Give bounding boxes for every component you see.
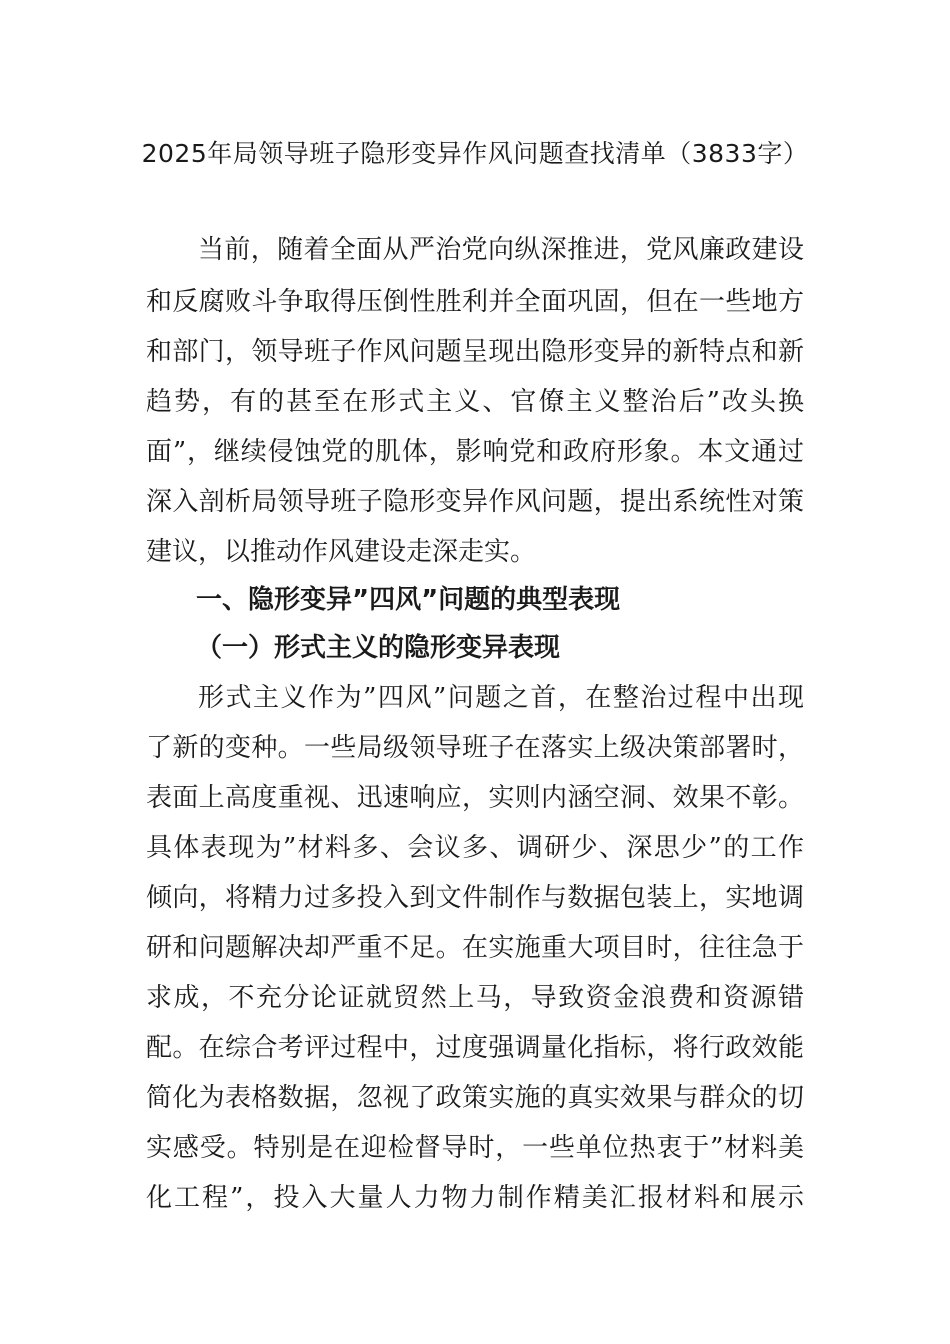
paragraph-line: 倾向，将精力过多投入到文件制作与数据包装上，实地调 xyxy=(146,883,804,913)
paragraph-line: 配。在综合考评过程中，过度强调量化指标，将行政效能 xyxy=(146,1033,804,1063)
paragraph-line: 化工程”，投入大量人力物力制作精美汇报材料和展示 xyxy=(146,1183,804,1213)
paragraph-line: 当前，随着全面从严治党向纵深推进，党风廉政建设 xyxy=(198,235,804,265)
paragraph-line: 研和问题解决却严重不足。在实施重大项目时，往往急于 xyxy=(146,933,804,963)
paragraph-line: 和反腐败斗争取得压倒性胜利并全面巩固，但在一些地方 xyxy=(146,287,804,317)
paragraph-line: 具体表现为”材料多、会议多、调研少、深思少”的工作 xyxy=(146,833,804,863)
paragraph-line: 了新的变种。一些局级领导班子在落实上级决策部署时， xyxy=(146,733,804,763)
paragraph-line: 实感受。特别是在迎检督导时，一些单位热衷于”材料美 xyxy=(146,1133,804,1163)
paragraph-line: 简化为表格数据，忽视了政策实施的真实效果与群众的切 xyxy=(146,1083,804,1113)
paragraph-line: 形式主义作为”四风”问题之首，在整治过程中出现 xyxy=(198,683,804,713)
paragraph-line: 表面上高度重视、迅速响应，实则内涵空洞、效果不彰。 xyxy=(146,783,804,813)
paragraph-line: 面”，继续侵蚀党的肌体，影响党和政府形象。本文通过 xyxy=(146,437,804,467)
paragraph-line: 和部门，领导班子作风问题呈现出隐形变异的新特点和新 xyxy=(146,337,804,367)
document-title: 2025年局领导班子隐形变异作风问题查找清单（3833字） xyxy=(141,139,809,168)
paragraph-line: 建议，以推动作风建设走深走实。 xyxy=(146,537,537,567)
paragraph-line: 趋势，有的甚至在形式主义、官僚主义整治后”改头换 xyxy=(146,387,804,417)
paragraph-line: 求成，不充分论证就贸然上马，导致资金浪费和资源错 xyxy=(146,983,804,1013)
subsection-heading: （一）形式主义的隐形变异表现 xyxy=(196,633,561,663)
section-heading: 一、隐形变异”四风”问题的典型表现 xyxy=(196,585,621,615)
paragraph-line: 深入剖析局领导班子隐形变异作风问题，提出系统性对策 xyxy=(146,487,804,517)
